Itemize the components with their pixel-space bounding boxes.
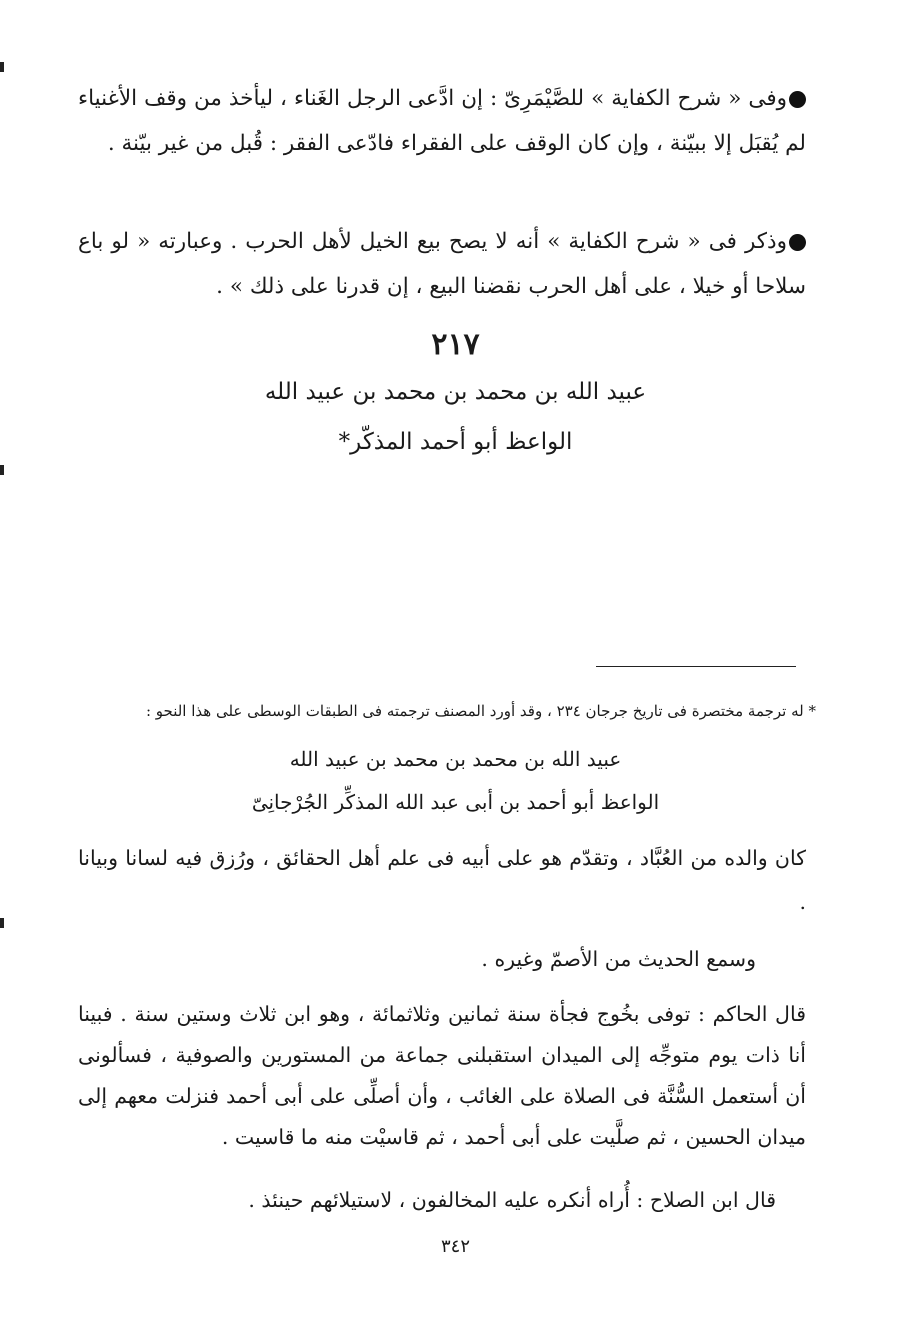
entry-number: ٢١٧	[431, 327, 480, 362]
footnote-intro: * له ترجمة مختصرة فى تاريخ جرجان ٢٣٤ ، وقد أورد المصنف ترجمته فى الطبقات الوسطى على هذا النحو :	[145, 702, 816, 720]
footnote-title: الواعظ أبو أحمد بن أبى عبد الله المذكِّر الجُرْجانِىّ	[251, 790, 660, 814]
footnote-paragraph-ibn-salah: قال ابن الصلاح : أُراه أنكره عليه المخالفون ، لاستيلائهم حينئذ .	[248, 1188, 776, 1212]
bullet-icon	[789, 91, 806, 108]
paragraph-sharh-kifaya-1	[78, 76, 806, 166]
margin-mark	[0, 918, 4, 928]
footnote-separator	[596, 666, 796, 667]
paragraph-text: وفى « شرح الكفاية » للصَّيْمَرِىّ : إن ادَّعى الرجل الغَناء ، ليأخذ من وقف الأغنياء لم يُقبَل إلا ببيّنة ، وإن كان الوقف على الفقراء فادّعى الفقر : قُبل من غير بيّنة .	[78, 86, 806, 156]
entry-name: عبيد الله بن محمد بن محمد بن عبيد الله	[264, 379, 647, 405]
margin-mark	[0, 62, 4, 72]
entry-title: الواعظ أبو أحمد المذكّر*	[338, 429, 573, 455]
paragraph-sharh-kifaya-2	[78, 219, 806, 309]
bullet-icon	[789, 234, 806, 251]
page-number: ٣٤٢	[440, 1236, 470, 1257]
footnote-paragraph-hadith: وسمع الحديث من الأصمّ وغيره .	[481, 947, 756, 971]
paragraph-text: وذكر فى « شرح الكفاية » أنه لا يصح بيع الخيل لأهل الحرب . وعبارته « لو باع سلاحا أو خيلا ، على أهل الحرب نقضنا البيع ، إن قدرنا على ذلك » .	[78, 229, 806, 299]
footnote-name: عبيد الله بن محمد بن محمد بن عبيد الله	[289, 747, 622, 771]
footnote-paragraph-hakim: قال الحاكم : توفى بخُوج فجأة سنة ثمانين وثلاثمائة ، وهو ابن ثلاث وستين سنة . فبينا أنا ذات يوم متوجِّه إلى الميدان استقبلنى جماعة من المستورين والصوفية ، فسألونى أن أستعمل السُّنَّة فى الصلاة على الغائب ، وأن أصلِّى على أبى أحمد فنزلت معهم إلى ميدان الحسين ، ثم صلَّيت على أبى أحمد ، ثم قاسيْت منه ما قاسيت .	[78, 1002, 806, 1149]
footnote-paragraph-father: كان والده من العُبَّاد ، وتقدّم هو على أبيه فى علم أهل الحقائق ، ورُزق فيه لسانا وبيانا .	[78, 846, 806, 914]
margin-mark	[0, 465, 4, 475]
